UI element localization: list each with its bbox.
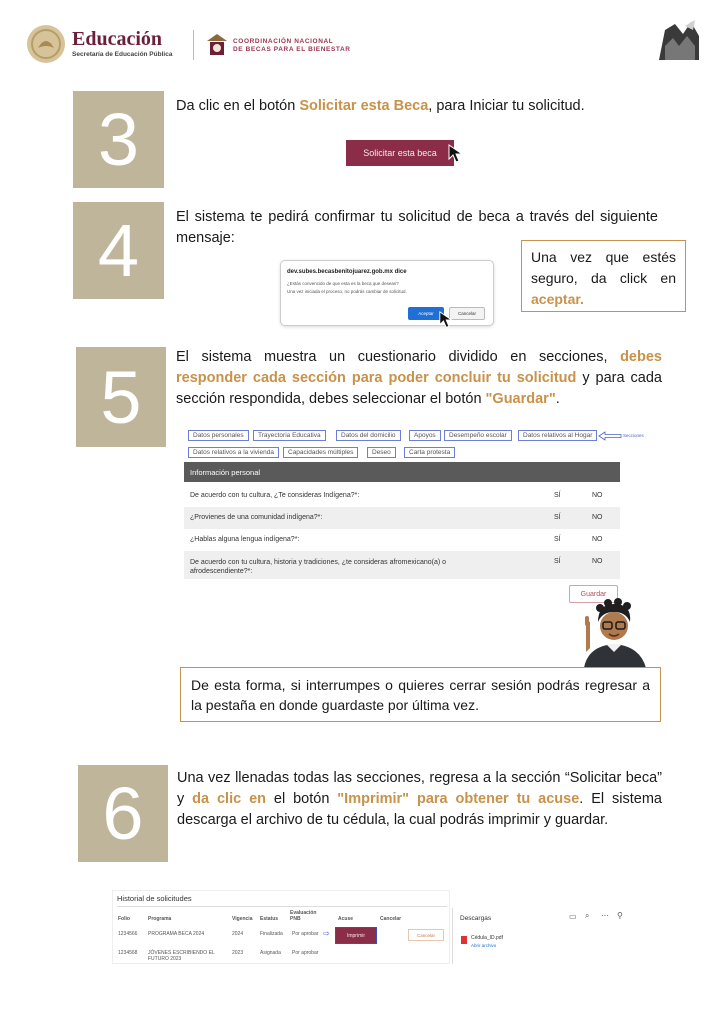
question-row: ¿Hablas alguna lengua indígena?*: SÍ NO — [184, 529, 620, 551]
tab-datos-domicilio[interactable]: Datos del domicilio — [336, 430, 401, 441]
step-6-number: 6 — [78, 765, 168, 862]
history-row-2-estatus: Asignada — [260, 950, 281, 956]
history-header-folio: Folio — [118, 916, 130, 922]
scholarship-building-icon — [205, 31, 229, 57]
tab-datos-personales[interactable]: Datos personales — [188, 430, 249, 441]
option-yes[interactable]: SÍ — [554, 536, 561, 543]
history-row-1-programa: PROGRAMA BECA 2024 — [148, 931, 205, 937]
tab-desempeno-escolar[interactable]: Desempeño escolar — [444, 430, 512, 441]
option-no[interactable]: NO — [592, 558, 603, 565]
question-row: De acuerdo con tu cultura, historia y tradiciones, ¿te consideras afromexicano(a) o afrodescendiente?*: SÍ NO — [184, 551, 620, 579]
more-icon[interactable]: ⋯ — [601, 911, 609, 920]
dialog-title: dev.subes.becasbenitojuarez.gob.mx dice — [287, 269, 407, 275]
dialog-message-1: ¿Estás convencido de que esta es la beca que deseas? — [287, 281, 399, 286]
history-row-2-evaluacion: Por aprobar — [292, 950, 319, 956]
tab-carta-protesta[interactable]: Carta protesta — [404, 447, 455, 458]
tab-deseo[interactable]: Deseo — [367, 447, 396, 458]
history-row-2-programa: JÓVENES ESCRIBIENDO EL FUTURO 2023 — [148, 950, 215, 962]
downloads-title: Descargas — [460, 915, 492, 922]
step-6-text: Una vez llenadas todas las secciones, regresa a la sección “Solicitar beca” y da clic en el botón "Imprimir" para obtener tu acuse. El sistema descarga el archivo de tu cédula, la cual podrás imprimir y guardar. — [177, 770, 662, 828]
option-yes[interactable]: SÍ — [554, 558, 561, 565]
option-no[interactable]: NO — [592, 514, 603, 521]
cursor-pointer-icon — [447, 143, 469, 165]
tab-datos-hogar[interactable]: Datos relativos al Hogar — [518, 430, 597, 441]
sections-arrow-label: Secciones — [623, 433, 644, 438]
option-no[interactable]: NO — [592, 536, 603, 543]
cursor-pointer-icon — [438, 310, 458, 330]
step-6-highlight-1: da clic en — [192, 791, 266, 807]
dialog-accept-button[interactable]: Aceptar — [408, 307, 444, 320]
history-title-rule — [117, 906, 447, 907]
tab-datos-vivienda[interactable]: Datos relativos a la vivienda — [188, 447, 279, 458]
history-title: Historial de solicitudes — [117, 894, 192, 903]
student-character-icon — [576, 596, 652, 668]
search-icon[interactable]: ⌕ — [585, 911, 590, 920]
section-header-bar — [184, 462, 620, 482]
history-row-1-estatus: Finalizada — [260, 931, 283, 937]
callout-highlight: aceptar. — [531, 291, 584, 307]
pdf-file-icon — [461, 936, 467, 944]
imprimir-button[interactable]: Imprimir — [335, 927, 377, 944]
step-6-highlight-2: "Imprimir" para obtener tu acuse — [337, 791, 580, 807]
history-row-1-vigencia: 2024 — [232, 931, 244, 937]
tab-trayectoria-educativa[interactable]: Trayectoria Educativa — [253, 430, 326, 441]
history-header-estatus: Estatus — [260, 916, 279, 922]
arrow-right-icon: ⇨ — [323, 929, 330, 938]
pin-icon[interactable]: ⚲ — [617, 911, 623, 920]
history-row-1-folio: 1234566 — [118, 931, 138, 937]
solicitar-beca-button[interactable]: Solicitar esta beca — [346, 140, 454, 166]
history-header-vigencia: Vigencia — [232, 916, 253, 922]
downloaded-file-name[interactable]: Cédula_ID.pdf — [471, 935, 503, 941]
question-row: ¿Provienes de una comunidad indígena?*: SÍ NO — [184, 507, 620, 529]
agency-line-2: DE BECAS PARA EL BIENESTAR — [233, 46, 351, 53]
step-3-highlight: Solicitar esta Beca — [299, 98, 429, 114]
save-note-callout — [180, 667, 661, 722]
history-header-cancelar: Cancelar — [380, 916, 402, 922]
save-note-text: De esta forma, si interrumpes o quieres cerrar sesión podrás regresar a la pestaña en donde guardaste por última vez. — [191, 677, 650, 713]
guardar-highlight: "Guardar" — [485, 391, 556, 407]
history-header-acuse: Acuse — [338, 916, 354, 922]
step-5-text: El sistema muestra un cuestionario dividido en secciones, debes responder cada sección para poder concluir tu solicitud y para cada sección respondida, debes seleccionar el botón "Guardar". — [176, 349, 662, 407]
step-3-text: Da clic en el botón Solicitar esta Beca, para Iniciar tu solicitud. — [176, 98, 585, 114]
option-yes[interactable]: SÍ — [554, 492, 561, 499]
section-title: Información personal — [190, 468, 261, 477]
step-5-number: 5 — [76, 347, 166, 447]
step-5-highlight: debes responder cada sección para poder concluir tu solicitud — [176, 349, 662, 386]
history-header-evaluacion: Evaluación PNB — [290, 910, 317, 922]
history-row-2-folio: 1234568 — [118, 950, 138, 956]
tab-capacidades-multiples[interactable]: Capacidades múltiples — [283, 447, 358, 458]
guardar-button[interactable]: Guardar — [569, 585, 618, 603]
dialog-message-2: Una vez iniciada el proceso, no podrás cambiar de solicitud. — [287, 289, 407, 294]
history-row-2-vigencia: 2023 — [232, 950, 244, 956]
header — [0, 0, 712, 80]
org-name: Educación — [72, 28, 163, 50]
header-divider — [193, 30, 194, 60]
tab-apoyos[interactable]: Apoyos — [409, 430, 441, 441]
confirm-dialog — [280, 260, 494, 326]
downloads-panel — [452, 908, 630, 964]
question-row: De acuerdo con tu cultura, ¿Te consideras Indígena?*: SÍ NO — [184, 485, 620, 507]
step-3-number: 3 — [73, 91, 164, 188]
open-file-link[interactable]: Abrir archivo — [471, 943, 497, 948]
history-header-programa: Programa — [148, 916, 172, 922]
agency-line-1: COORDINACIÓN NACIONAL — [233, 38, 334, 45]
accept-callout: Una vez que estés seguro, da click en aceptar. — [521, 240, 686, 312]
step-4-number: 4 — [73, 202, 164, 299]
option-yes[interactable]: SÍ — [554, 514, 561, 521]
arrow-left-icon — [598, 431, 622, 441]
dialog-cancel-button[interactable]: Cancelar — [449, 307, 485, 320]
folder-icon[interactable]: ▭ — [569, 912, 577, 921]
government-seal-icon — [26, 24, 66, 64]
org-subtitle: Secretaría de Educación Pública — [72, 51, 173, 58]
option-no[interactable]: NO — [592, 492, 603, 499]
step-4-text: El sistema te pedirá confirmar tu solicitud de beca a través del siguiente mensaje: — [176, 209, 658, 246]
cancelar-solicitud-button[interactable]: Cancelar — [408, 929, 444, 941]
history-row-1-evaluacion: Por aprobar — [292, 931, 319, 937]
heroes-illustration-icon — [655, 16, 703, 64]
